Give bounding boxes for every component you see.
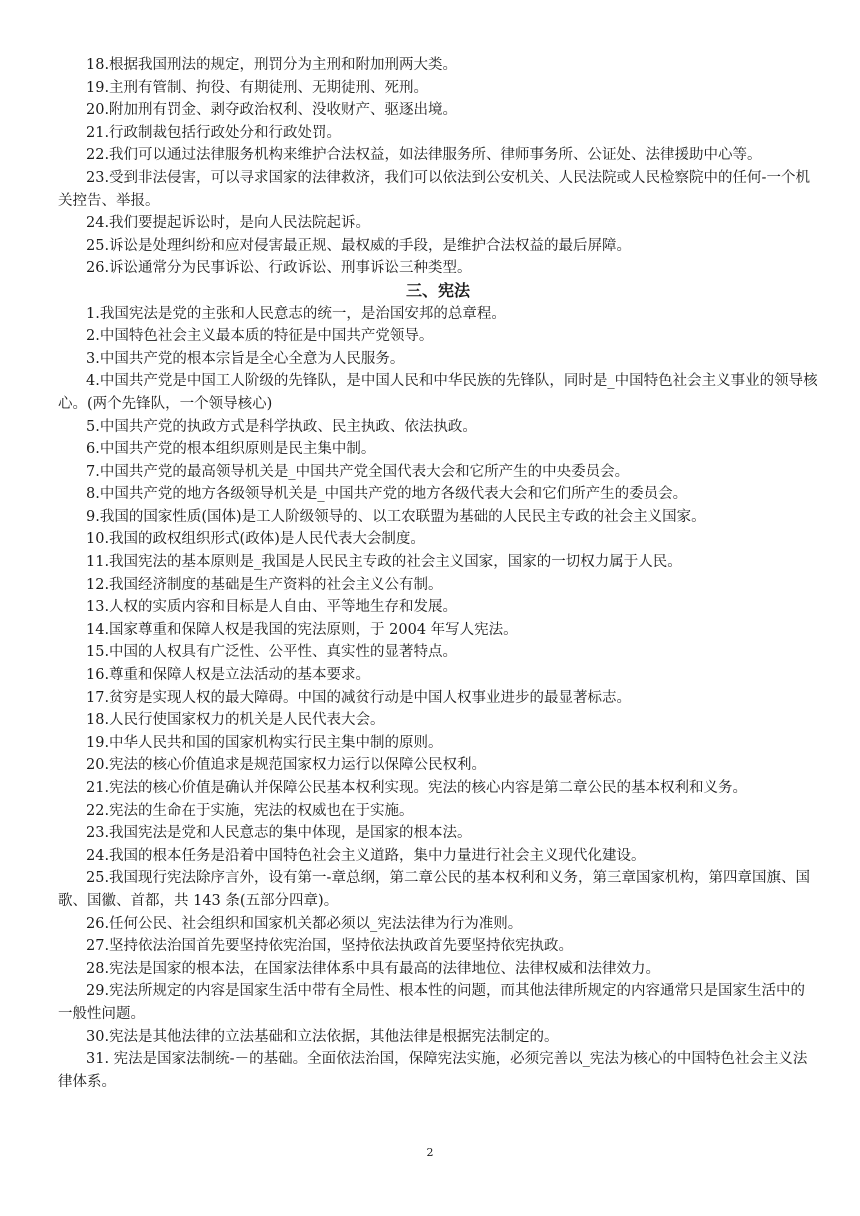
list-item: 19.主刑有管制、拘役、有期徒刑、无期徒刑、死刑。 xyxy=(86,79,429,96)
section-heading: 三、宪法 xyxy=(405,280,470,300)
list-item: 18.根据我国刑法的规定，刑罚分为主刑和附加刑两大类。 xyxy=(86,57,458,73)
list-item: 27.坚持依法治国首先要坚持依宪治国，坚持依法执政首先要坚持依宪执政。 xyxy=(86,938,574,955)
criminal-law-section xyxy=(58,54,818,280)
list-item: 16.尊重和保障人权是立法活动的基本要求。 xyxy=(86,667,371,684)
list-item: 25.诉讼是处理纠纷和应对侵害最正规、最权威的手段，是维护合法权益的最后屏障。 xyxy=(86,237,632,254)
list-item: 30.宪法是其他法律的立法基础和立法依据，其他法律是根据宪法制定的。 xyxy=(86,1028,559,1045)
list-item: 22.宪法的生命在于实施，宪法的权威也在于实施。 xyxy=(86,802,414,819)
list-item: 7.中国共产党的最高领导机关是_中国共产党全国代表大会和它所产生的中央委员会。 xyxy=(86,463,630,480)
list-item: 28.宪法是国家的根本法，在国家法律体系中具有最高的法律地位、法律权威和法律效力。 xyxy=(86,960,661,977)
list-item: 29.宪法所规定的内容是国家生活中带有全局性、根本性的问题，而其他法律所规定的内容通常只是国家生活中的一般性问题。 xyxy=(58,983,806,1022)
list-item: 10.我国的政权组织形式(政体)是人民代表大会制度。 xyxy=(86,531,425,548)
list-item: 3.中国共产党的根本宗旨是全心全意为人民服务。 xyxy=(86,350,405,367)
list-item: 31. 宪法是国家法制统-－的基础。全面依法治国，保障宪法实施，必须完善以_宪法为核心的中国特色社会主义法律体系。 xyxy=(58,1051,808,1090)
list-item: 26.任何公民、社会组织和国家机关都必须以_宪法法律为行为准则。 xyxy=(86,915,523,932)
list-item: 17.贫穷是实现人权的最大障碍。中国的减贫行动是中国人权事业进步的最显著标志。 xyxy=(86,689,632,706)
list-item: 9.我国的国家性质(国体)是工人阶级领导的、以工农联盟为基础的人民民主专政的社会主义国家。 xyxy=(86,508,706,525)
page-number: 2 xyxy=(426,1146,434,1159)
list-item: 13.人权的实质内容和目标是人自由、平等地生存和发展。 xyxy=(86,599,458,616)
list-item: 24.我们要提起诉讼时，是向人民法院起诉。 xyxy=(86,215,371,232)
page-content xyxy=(58,54,818,1093)
list-item: 14.国家尊重和保障人权是我国的宪法原则，于 2004 年写人宪法。 xyxy=(86,621,518,638)
list-item: 21.宪法的核心价值是确认并保障公民基本权利实现。宪法的核心内容是第二章公民的基本权利和义务。 xyxy=(86,780,748,796)
list-item: 4.中国共产党是中国工人阶级的先锋队，是中国人民和中华民族的先锋队，同时是_中国特色社会主义事业的领导核心。(两个先锋队，一个领导核心) xyxy=(58,373,818,412)
list-item: 8.中国共产党的地方各级领导机关是_中国共产党的地方各级代表大会和它们所产生的委员会。 xyxy=(86,486,688,503)
list-item: 6.中国共产党的根本组织原则是民主集中制。 xyxy=(86,441,376,458)
list-item: 11.我国宪法的基本原则是_我国是人民民主专政的社会主义国家，国家的一切权力属于人民。 xyxy=(86,554,682,571)
list-item: 24.我国的根本任务是沿着中国特色社会主义道路，集中力量进行社会主义现代化建设。 xyxy=(86,847,646,864)
list-item: 25.我国现行宪法除序言外，设有第一-章总纲，第二章公民的基本权利和义务，第三章国家机构，第四章国旗、国歌、国徽、首都，共 143 条(五部分四章)。 xyxy=(58,870,810,909)
list-item: 26.诉讼通常分为民事诉讼、行政诉讼、刑事诉讼三种类型。 xyxy=(86,260,472,277)
list-item: 1.我国宪法是党的主张和人民意志的统一，是治国安邦的总章程。 xyxy=(86,305,506,322)
list-item: 2.中国特色社会主义最本质的特征是中国共产党领导。 xyxy=(86,328,434,345)
list-item: 20.宪法的核心价值追求是规范国家权力运行以保障公民权利。 xyxy=(86,757,487,774)
list-item: 20.附加刑有罚金、剥夺政治权利、没收财产、驱逐出境。 xyxy=(86,102,458,119)
list-item: 23.受到非法侵害，可以寻求国家的法律救济，我们可以依法到公安机关、人民法院或人民检察院中的任何-一个机关控告、举报。 xyxy=(58,169,810,209)
list-item: 22.我们可以通过法律服务机构来维护合法权益，如法律服务所、律师事务所、公证处、法律援助中心等。 xyxy=(86,147,762,164)
list-item: 23.我国宪法是党和人民意志的集中体现，是国家的根本法。 xyxy=(86,825,472,842)
constitution-section xyxy=(58,303,818,1094)
list-item: 12.我国经济制度的基础是生产资料的社会主义公有制。 xyxy=(86,576,443,593)
list-item: 19.中华人民共和国的国家机构实行民主集中制的原则。 xyxy=(86,734,443,751)
list-item: 21.行政制裁包括行政处分和行政处罚。 xyxy=(86,124,342,141)
list-item: 15.中国的人权具有广泛性、公平性、真实性的显著特点。 xyxy=(86,644,458,661)
list-item: 18.人民行使国家权力的机关是人民代表大会。 xyxy=(86,712,385,729)
list-item: 5.中国共产党的执政方式是科学执政、民主执政、依法执政。 xyxy=(86,418,477,435)
